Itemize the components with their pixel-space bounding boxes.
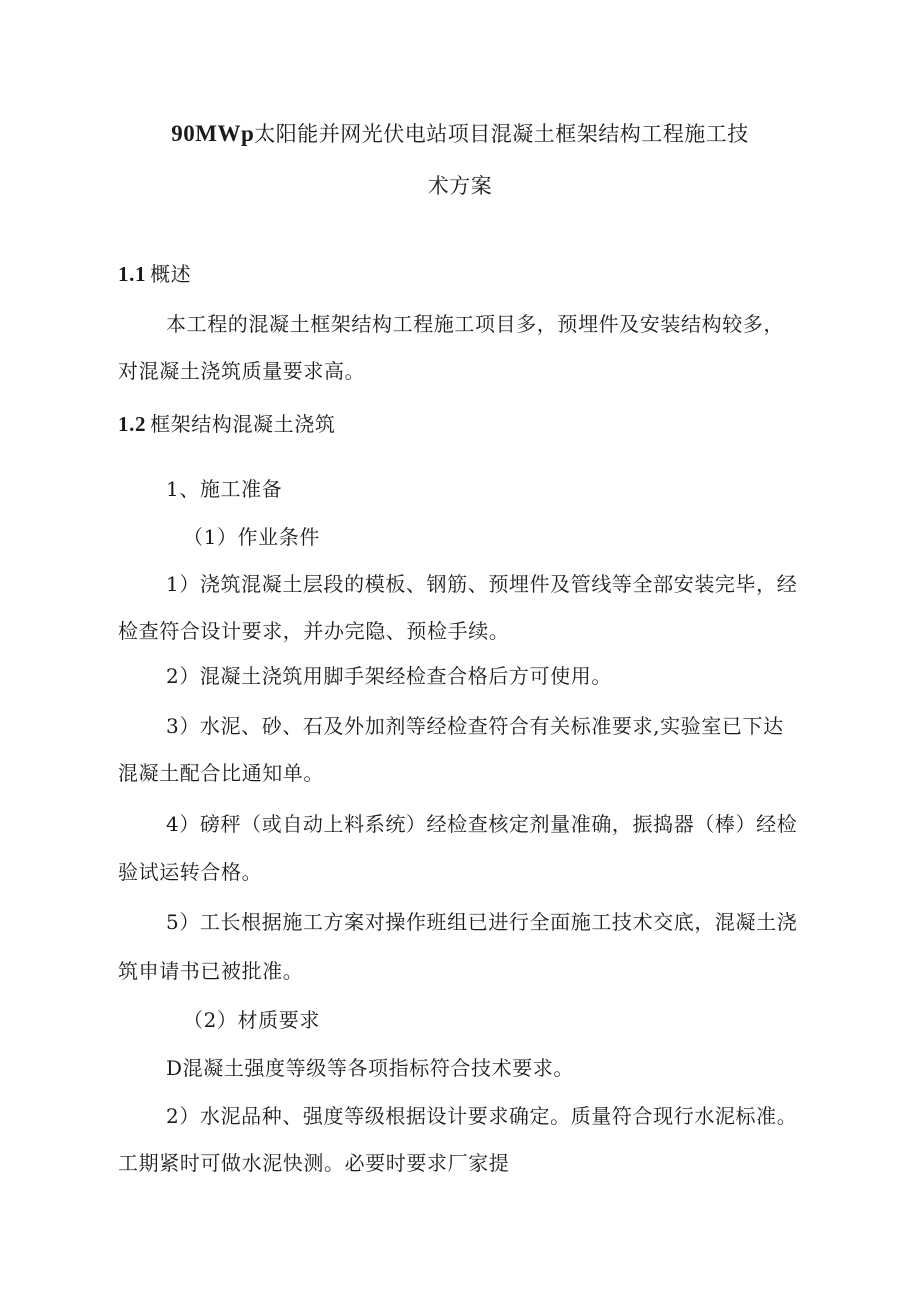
- section-heading-1-1: [118, 258, 191, 287]
- sub-heading-conditions: （1）作业条件: [183, 525, 320, 549]
- section-number: 1.2: [118, 412, 147, 436]
- title-prefix: 90MWp: [171, 121, 255, 146]
- material-item-1: D混凝土强度等级等各项指标符合技术要求。: [166, 1056, 575, 1080]
- condition-item-4-line-2: 验试运转合格。: [118, 860, 263, 884]
- section-heading-1-2: [118, 408, 335, 437]
- condition-item-5-line-1: 5）工长根据施工方案对操作班组已进行全面施工技术交底，混凝土浇: [166, 910, 798, 934]
- condition-item-3-line-2: 混凝土配合比通知单。: [118, 761, 324, 785]
- condition-item-2: 2）混凝土浇筑用脚手架经检查合格后方可使用。: [166, 664, 612, 688]
- document-title-line-2: 术方案: [427, 174, 493, 198]
- overview-paragraph-line-1: 本工程的混凝土框架结构工程施工项目多，预埋件及安装结构较多，: [166, 312, 784, 336]
- material-item-2-line-2: 工期紧时可做水泥快测。必要时要求厂家提: [118, 1151, 510, 1175]
- step-heading: 1、施工准备: [166, 477, 283, 501]
- sub-heading-materials: （2）材质要求: [183, 1008, 320, 1032]
- overview-paragraph-line-2: 对混凝土浇筑质量要求高。: [118, 359, 366, 383]
- section-title: 框架结构混凝土浇筑: [150, 412, 336, 436]
- condition-item-3-line-1: 3）水泥、砂、石及外加剂等经检查符合有关标准要求,实验室已下达: [166, 714, 784, 738]
- condition-item-1-line-1: 1）浇筑混凝土层段的模板、钢筋、预埋件及管线等全部安装完毕，经: [166, 572, 798, 596]
- condition-item-4-line-1: 4）磅秤（或自动上料系统）经检查核定剂量准确，振捣器（棒）经检: [166, 812, 798, 836]
- section-title: 概述: [150, 262, 192, 286]
- condition-item-1-line-2: 检查符合设计要求，并办完隐、预检手续。: [118, 619, 510, 643]
- document-title-line-1: [110, 118, 810, 148]
- material-item-2-line-1: 2）水泥品种、强度等级根据设计要求确定。质量符合现行水泥标准。: [166, 1104, 798, 1128]
- section-number: 1.1: [118, 262, 147, 286]
- condition-item-5-line-2: 筑申请书已被批准。: [118, 959, 304, 983]
- title-text-1: 太阳能并网光伏电站项目混凝土框架结构工程施工技: [254, 122, 749, 146]
